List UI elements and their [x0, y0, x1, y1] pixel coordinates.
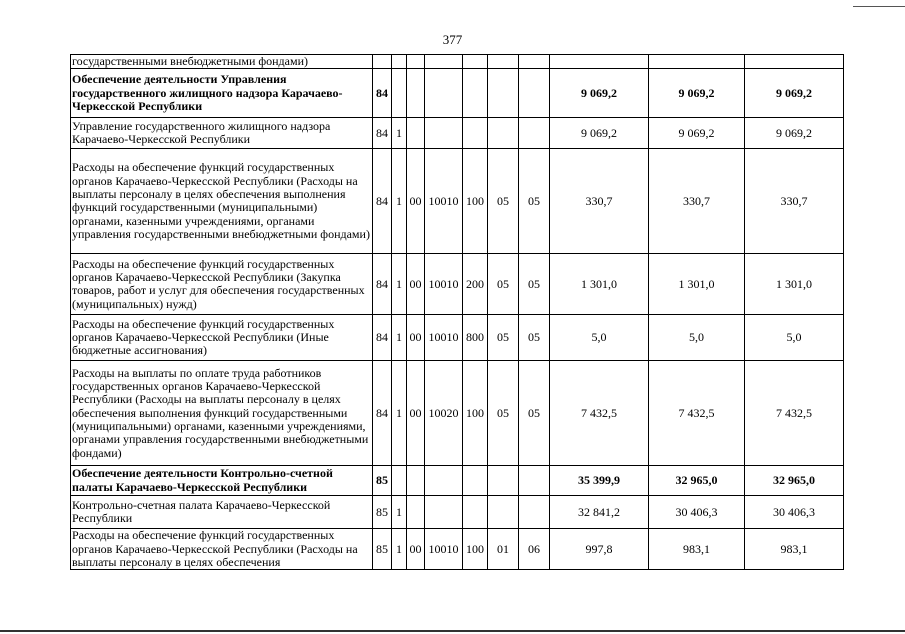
target-article-code: 10010 — [425, 254, 463, 315]
target-article-code: 10010 — [425, 149, 463, 254]
table-row — [71, 254, 844, 315]
amount-year-2: 9 069,2 — [649, 69, 745, 118]
expense-type-code — [463, 118, 488, 149]
subsection-code: 05 — [519, 315, 550, 361]
ministry-code: 84 — [373, 69, 392, 118]
expense-type-code — [463, 55, 488, 69]
amount-year-3: 7 432,5 — [745, 361, 844, 466]
target-article-code: 10010 — [425, 529, 463, 570]
subsection-code — [519, 55, 550, 69]
amount-year-1: 32 841,2 — [550, 496, 649, 529]
section-code: 1 — [392, 361, 407, 466]
program-code — [407, 69, 425, 118]
amount-year-1: 5,0 — [550, 315, 649, 361]
target-article-code — [425, 55, 463, 69]
row-name: Расходы на обеспечение функций государственных органов Карачаево-Черкесской Республики (Расходы на выплаты персоналу в целях обеспечения выполнения функций государственными (муниципальными) органами, казенными учреждениями, органами управления государственными внебюджетными фондами) — [71, 149, 373, 254]
ministry-code: 84 — [373, 254, 392, 315]
program-code: 00 — [407, 361, 425, 466]
row-name: Расходы на обеспечение функций государственных органов Карачаево-Черкесской Республики (Расходы на выплаты персоналу в целях обеспечения — [71, 529, 373, 570]
program-code: 00 — [407, 149, 425, 254]
program-code — [407, 118, 425, 149]
expense-type-code — [463, 496, 488, 529]
chapter-code — [488, 69, 519, 118]
budget-table — [70, 54, 844, 570]
section-code: 1 — [392, 496, 407, 529]
table-row — [71, 315, 844, 361]
amount-year-1: 330,7 — [550, 149, 649, 254]
amount-year-1: 9 069,2 — [550, 118, 649, 149]
subsection-code — [519, 69, 550, 118]
ministry-code: 84 — [373, 361, 392, 466]
target-article-code: 10020 — [425, 361, 463, 466]
table-row — [71, 55, 844, 69]
ministry-code: 85 — [373, 496, 392, 529]
target-article-code — [425, 118, 463, 149]
amount-year-1 — [550, 55, 649, 69]
top-edge-rule — [853, 6, 905, 7]
chapter-code: 01 — [488, 529, 519, 570]
expense-type-code: 100 — [463, 361, 488, 466]
amount-year-3: 1 301,0 — [745, 254, 844, 315]
table-row — [71, 466, 844, 496]
section-code: 1 — [392, 149, 407, 254]
amount-year-1: 1 301,0 — [550, 254, 649, 315]
subsection-code — [519, 496, 550, 529]
bottom-edge-rule — [0, 630, 905, 632]
amount-year-3 — [745, 55, 844, 69]
table-row — [71, 69, 844, 118]
amount-year-1: 997,8 — [550, 529, 649, 570]
section-code: 1 — [392, 254, 407, 315]
chapter-code: 05 — [488, 315, 519, 361]
section-code — [392, 55, 407, 69]
target-article-code: 10010 — [425, 315, 463, 361]
program-code: 00 — [407, 315, 425, 361]
expense-type-code: 100 — [463, 529, 488, 570]
section-code: 1 — [392, 529, 407, 570]
table-row — [71, 529, 844, 570]
ministry-code: 85 — [373, 529, 392, 570]
amount-year-2: 983,1 — [649, 529, 745, 570]
table-body — [71, 55, 844, 570]
amount-year-2: 30 406,3 — [649, 496, 745, 529]
subsection-code: 05 — [519, 149, 550, 254]
amount-year-1: 9 069,2 — [550, 69, 649, 118]
program-code — [407, 496, 425, 529]
amount-year-1: 35 399,9 — [550, 466, 649, 496]
expense-type-code — [463, 69, 488, 118]
table-row — [71, 496, 844, 529]
subsection-code: 05 — [519, 361, 550, 466]
program-code: 00 — [407, 529, 425, 570]
section-code: 1 — [392, 315, 407, 361]
amount-year-3: 32 965,0 — [745, 466, 844, 496]
chapter-code — [488, 55, 519, 69]
chapter-code — [488, 496, 519, 529]
chapter-code: 05 — [488, 254, 519, 315]
amount-year-3: 983,1 — [745, 529, 844, 570]
expense-type-code: 100 — [463, 149, 488, 254]
amount-year-3: 9 069,2 — [745, 118, 844, 149]
amount-year-3: 9 069,2 — [745, 69, 844, 118]
ministry-code: 84 — [373, 118, 392, 149]
ministry-code: 84 — [373, 315, 392, 361]
program-code — [407, 55, 425, 69]
program-code: 00 — [407, 254, 425, 315]
row-name: Контрольно-счетная палата Карачаево-Черкесской Республики — [71, 496, 373, 529]
program-code — [407, 466, 425, 496]
row-name: Расходы на обеспечение функций государственных органов Карачаево-Черкесской Республики (Иные бюджетные ассигнования) — [71, 315, 373, 361]
amount-year-2: 7 432,5 — [649, 361, 745, 466]
target-article-code — [425, 496, 463, 529]
section-code — [392, 466, 407, 496]
subsection-code — [519, 466, 550, 496]
row-name: Обеспечение деятельности Контрольно-счетной палаты Карачаево-Черкесской Республики — [71, 466, 373, 496]
amount-year-1: 7 432,5 — [550, 361, 649, 466]
row-name: Расходы на обеспечение функций государственных органов Карачаево-Черкесской Республики (Закупка товаров, работ и услуг для обеспечения государственных (муниципальных) нужд) — [71, 254, 373, 315]
expense-type-code: 200 — [463, 254, 488, 315]
ministry-code — [373, 55, 392, 69]
section-code — [392, 69, 407, 118]
table-row — [71, 361, 844, 466]
amount-year-3: 30 406,3 — [745, 496, 844, 529]
chapter-code — [488, 466, 519, 496]
amount-year-2: 9 069,2 — [649, 118, 745, 149]
chapter-code: 05 — [488, 361, 519, 466]
subsection-code — [519, 118, 550, 149]
amount-year-2 — [649, 55, 745, 69]
subsection-code: 06 — [519, 529, 550, 570]
amount-year-2: 1 301,0 — [649, 254, 745, 315]
amount-year-2: 5,0 — [649, 315, 745, 361]
amount-year-3: 5,0 — [745, 315, 844, 361]
table-row — [71, 149, 844, 254]
row-name: государственными внебюджетными фондами) — [71, 55, 373, 69]
ministry-code: 85 — [373, 466, 392, 496]
row-name: Обеспечение деятельности Управления государственного жилищного надзора Карачаево-Черкесской Республики — [71, 69, 373, 118]
section-code: 1 — [392, 118, 407, 149]
target-article-code — [425, 69, 463, 118]
amount-year-2: 32 965,0 — [649, 466, 745, 496]
amount-year-2: 330,7 — [649, 149, 745, 254]
target-article-code — [425, 466, 463, 496]
ministry-code: 84 — [373, 149, 392, 254]
amount-year-3: 330,7 — [745, 149, 844, 254]
page-number: 377 — [442, 32, 463, 47]
expense-type-code: 800 — [463, 315, 488, 361]
subsection-code: 05 — [519, 254, 550, 315]
table-row — [71, 118, 844, 149]
chapter-code — [488, 118, 519, 149]
row-name: Управление государственного жилищного надзора Карачаево-Черкесской Республики — [71, 118, 373, 149]
row-name: Расходы на выплаты по оплате труда работников государственных органов Карачаево-Черкесской Республики (Расходы на выплаты персоналу в целях обеспечения выполнения функций государственными (муниципальными) органами, казенными учреждениями, органами управления государственными внебюджетными фондами) — [71, 361, 373, 466]
chapter-code: 05 — [488, 149, 519, 254]
expense-type-code — [463, 466, 488, 496]
